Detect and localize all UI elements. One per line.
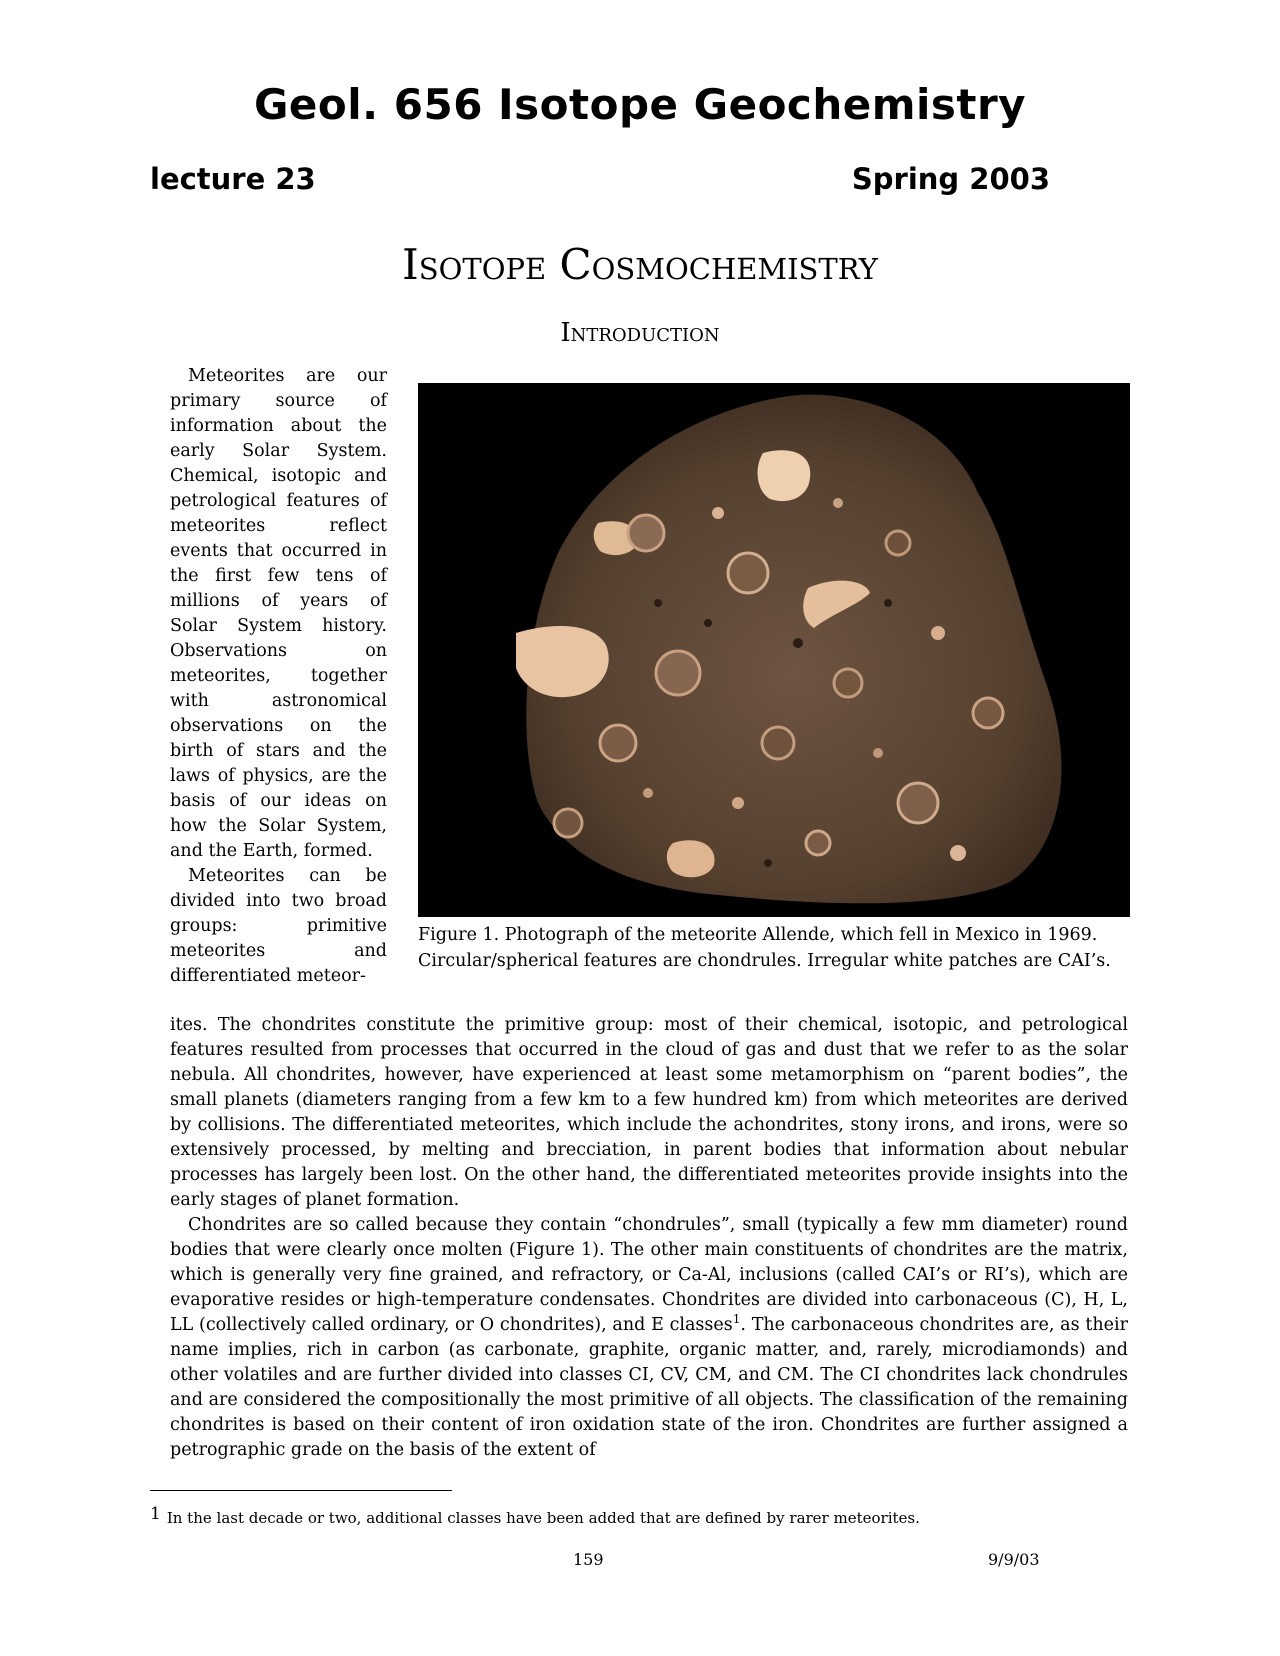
footnote-reference[interactable]: 1 — [732, 1312, 741, 1327]
course-title: Geol. 656 Isotope Geochemistry — [253, 80, 1027, 129]
main-column — [170, 1013, 1128, 1463]
chondrule — [806, 831, 830, 855]
grain — [643, 788, 653, 798]
chondrule — [628, 515, 664, 551]
grain — [712, 507, 724, 519]
chondrule — [656, 651, 700, 695]
meteorite-illustration — [418, 383, 1130, 917]
grain — [764, 859, 772, 867]
grain — [884, 599, 892, 607]
paragraph-intro: Meteorites are our primary source of information about the early Solar System. Chemical, isotopic and petrological features of meteorites reflect events that occurred in the first few tens of millions of years of Solar System history. Observations on meteorites, together with astronomical observations on the birth of stars and the laws of physics, are the basis of our ideas on how the Solar System, and the Earth, formed. — [170, 366, 387, 861]
paragraph-groups-start: Meteorites can be divided into two broad groups: primitive meteorites and differentiated meteor- — [170, 866, 387, 986]
cai-patch — [516, 626, 609, 697]
footnote — [150, 1504, 1150, 1527]
section-heading: Introduction — [560, 318, 720, 348]
grain — [833, 498, 843, 508]
grain — [950, 845, 966, 861]
grain — [732, 797, 744, 809]
chondrule — [834, 669, 862, 697]
footnote-divider — [150, 1490, 452, 1491]
page-number: 159 — [573, 1550, 604, 1569]
chondrule — [554, 809, 582, 837]
document-title: Isotope Cosmochemistry — [402, 240, 878, 289]
grain — [873, 748, 883, 758]
chondrule — [886, 531, 910, 555]
cai-patch — [758, 450, 811, 501]
lecture-number: lecture 23 — [150, 162, 316, 196]
paragraph-groups-rest: ites. The chondrites constitute the primitive group: most of their chemical, isotopic, and petrological features resulted from processes that occurred in the cloud of gas and dust that we refer to as the solar nebula. All chondrites, however, have experienced at least some metamorphism on “parent bodies”, the small planets (diameters ranging from a few km to a few hundred km) from which meteorites are derived by collisions. The differentiated meteorites, which include the achondrites, stony irons, and irons, were so extensively processed, by melting and brecciation, in parent bodies that information about nebular processes has largely been lost. On the other hand, the differentiated meteorites provide insights into the early stages of planet formation. — [170, 1015, 1128, 1210]
paragraph-chondrites-part1: Chondrites are so called because they contain “chondrules”, small (typically a few mm diameter) round bodies that were clearly once molten (Figure 1). The other main constituents of chondrites are the matrix, which is generally very fine grained, and refractory, or Ca-Al, inclusions (called CAI’s or RI’s), which are evaporative resides or high-temperature condensates. Chondrites are divided into carbonaceous (C), H, L, LL (collectively called ordinary, or O chondrites), and E classes — [170, 1215, 1128, 1335]
footnote-text: In the last decade or two, additional classes have been added that are defined by rarer meteorites. — [166, 1509, 920, 1527]
cai-patch — [667, 840, 715, 877]
grain — [654, 599, 662, 607]
chondrule — [898, 783, 938, 823]
chondrule — [600, 725, 636, 761]
footnote-mark: 1 — [150, 1504, 161, 1524]
chondrule — [762, 727, 794, 759]
chondrule — [973, 698, 1003, 728]
meteorite-photo — [418, 383, 1130, 917]
chondrule — [728, 553, 768, 593]
page-date: 9/9/03 — [988, 1550, 1040, 1569]
side-column — [170, 364, 387, 989]
grain — [704, 619, 712, 627]
term: Spring 2003 — [851, 162, 1050, 196]
grain — [931, 626, 945, 640]
paragraph-chondrites-part2: . The carbonaceous chondrites are, as their name implies, rich in carbon (as carbonate, graphite, organic matter, and, rarely, microdiamonds) and other volatiles and are further divided into classes CI, CV, CM, and CM. The CI chondrites lack chondrules and are considered the compositionally the most primitive of all objects. The classification of the remaining chondrites is based on their content of iron oxidation state of the iron. Chondrites are further assigned a petrographic grade on the basis of the extent of — [170, 1315, 1128, 1460]
figure-caption: Figure 1. Photograph of the meteorite Allende, which fell in Mexico in 1969. Circular/spherical features are chondrules. Irregular white patches are CAI’s. — [418, 925, 1111, 971]
grain — [793, 638, 803, 648]
paragraph-chondrites — [170, 1213, 1128, 1463]
